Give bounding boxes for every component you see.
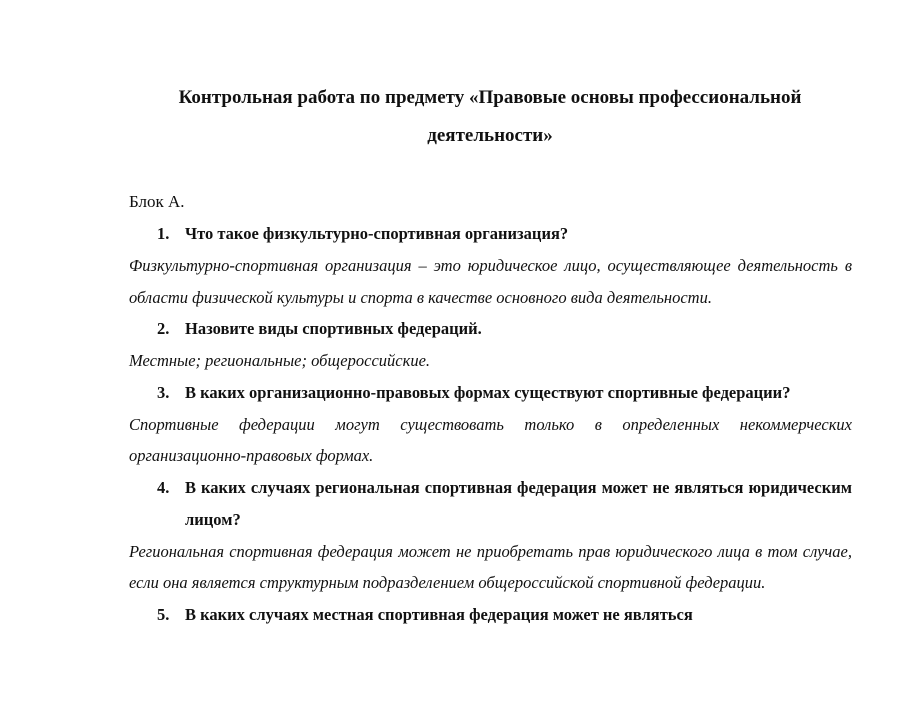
question-number: 5. <box>157 604 170 624</box>
question-4 <box>129 472 852 536</box>
title-line-2: деятельности» <box>427 125 553 146</box>
question-text: В каких организационно-правовых формах существуют спортивные федерации? <box>185 382 791 402</box>
question-1 <box>129 218 852 250</box>
question-text: В каких случаях региональная спортивная федерация может не являться юридическим лицом? <box>185 477 852 529</box>
question-text: Назовите виды спортивных федераций. <box>185 319 482 338</box>
answer-4: Региональная спортивная федерация может не приобретать прав юридического лица в том случае, если она является структурным подразделением общероссийской спортивной федерации. <box>129 541 852 592</box>
question-number: 4. <box>157 477 170 497</box>
qa-list <box>129 218 852 631</box>
answer-3: Спортивные федерации могут существовать только в определенных некоммерческих организационно-правовых формах. <box>129 414 852 465</box>
page-title <box>120 79 860 155</box>
question-5 <box>129 599 852 631</box>
question-3 <box>129 377 852 409</box>
question-number: 3. <box>157 382 170 402</box>
title-line-1: Контрольная работа по предмету «Правовые основы профессиональной <box>178 87 802 108</box>
question-number: 2. <box>157 319 170 338</box>
question-text: Что такое физкультурно-спортивная организация? <box>185 224 569 243</box>
answer-1: Физкультурно-спортивная организация – это юридическое лицо, осуществляющее деятельность в области физической культуры и спорта в качестве основного вида деятельности. <box>129 256 852 307</box>
block-label: Блок А. <box>129 192 185 211</box>
question-number: 1. <box>157 224 170 243</box>
question-2 <box>129 313 852 345</box>
question-text: В каких случаях местная спортивная федерация может не являться <box>185 604 693 624</box>
answer-2: Местные; региональные; общероссийские. <box>129 351 431 370</box>
